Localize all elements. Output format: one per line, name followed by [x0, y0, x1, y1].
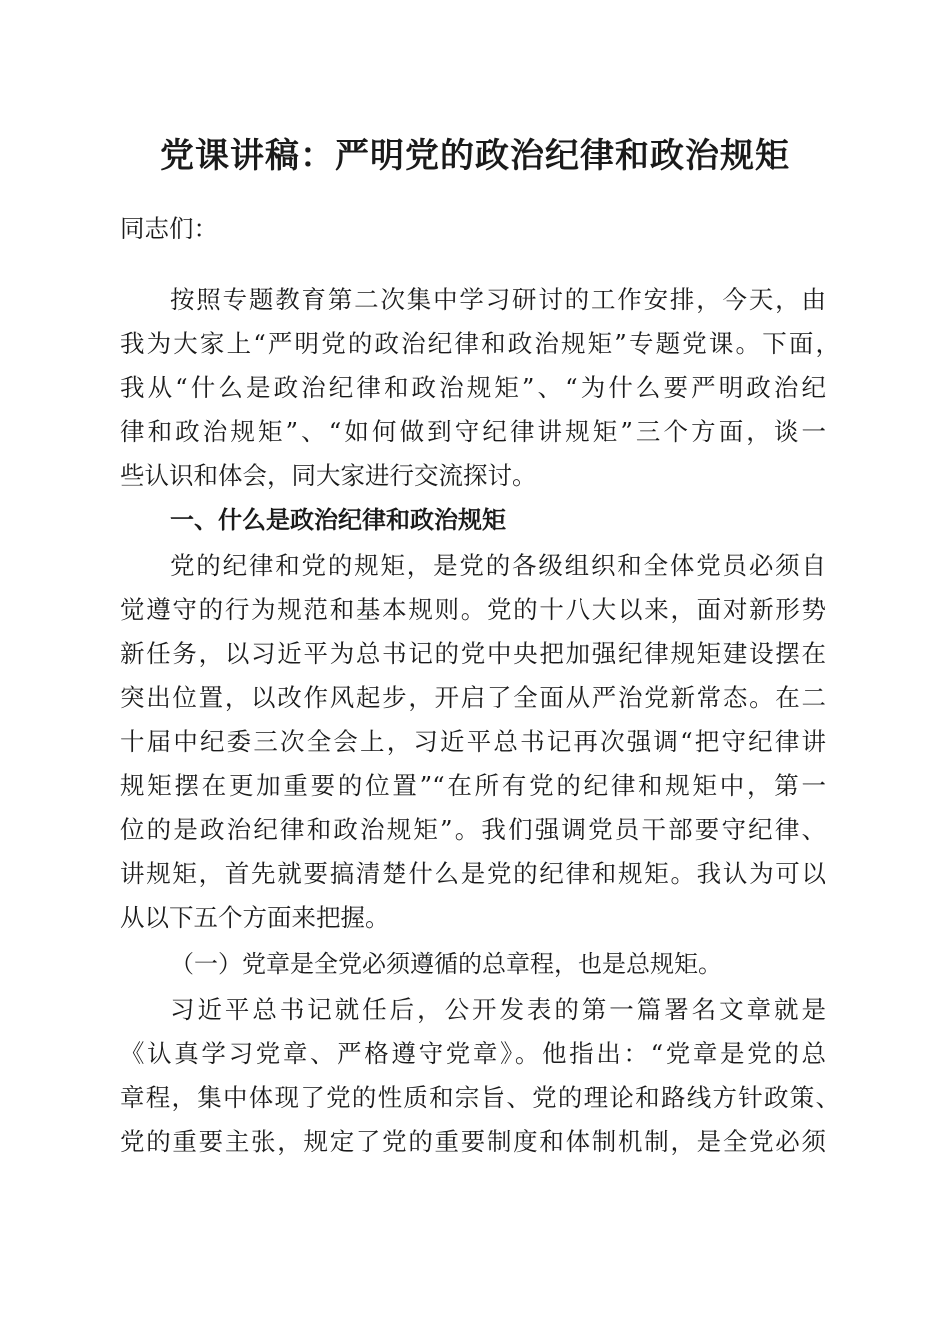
paragraph-line: 我从“什么是政治纪律和政治规矩”、“为什么要严明政治纪: [120, 373, 826, 402]
paragraph-line: 《认真学习党章、严格遵守党章》。他指出：“党章是党的总: [120, 1039, 826, 1068]
section-heading: 一、什么是政治纪律和政治规矩: [170, 506, 506, 534]
paragraph-line: 律和政治规矩”、“如何做到守纪律讲规矩”三个方面，谈一: [120, 417, 826, 446]
paragraph-line: 讲规矩，首先就要搞清楚什么是党的纪律和规矩。我认为可以: [120, 859, 826, 888]
document-title: 党课讲稿：严明党的政治纪律和政治规矩: [160, 136, 790, 176]
paragraph-line: 新任务，以习近平为总书记的党中央把加强纪律规矩建设摆在: [120, 639, 826, 668]
salutation: 同志们：: [120, 214, 218, 243]
paragraph-line: 我为大家上“严明党的政治纪律和政治规矩”专题党课。下面，: [120, 329, 840, 358]
paragraph-line: 党的重要主张，规定了党的重要制度和体制机制，是全党必须: [120, 1127, 826, 1156]
subsection-heading: （一）党章是全党必须遵循的总章程，也是总规矩。: [170, 950, 722, 978]
paragraph-line: 章程，集中体现了党的性质和宗旨、党的理论和路线方针政策、: [120, 1083, 840, 1112]
paragraph-line: 党的纪律和党的规矩，是党的各级组织和全体党员必须自: [170, 551, 826, 580]
paragraph-line: 规矩摆在更加重要的位置”“在所有党的纪律和规矩中，第一: [120, 771, 826, 800]
paragraph-line: 习近平总书记就任后，公开发表的第一篇署名文章就是: [170, 995, 826, 1024]
paragraph-line: 十届中纪委三次全会上，习近平总书记再次强调“把守纪律讲: [120, 727, 826, 756]
paragraph-line: 些认识和体会，同大家进行交流探讨。: [120, 461, 537, 490]
paragraph-line: 突出位置，以改作风起步，开启了全面从严治党新常态。在二: [120, 683, 826, 712]
paragraph-line: 按照专题教育第二次集中学习研讨的工作安排，今天，由: [170, 285, 826, 314]
paragraph-line: 位的是政治纪律和政治规矩”。我们强调党员干部要守纪律、: [120, 815, 826, 844]
paragraph-line: 觉遵守的行为规范和基本规则。党的十八大以来，面对新形势: [120, 595, 826, 624]
paragraph-line: 从以下五个方面来把握。: [120, 903, 390, 932]
